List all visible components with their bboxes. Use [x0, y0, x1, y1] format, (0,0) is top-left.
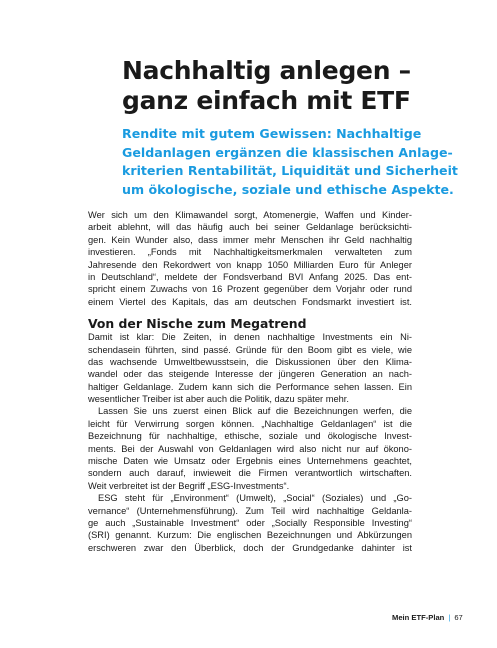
lead-line: um ökologische, soziale und ethische Aspekte. [122, 181, 454, 197]
page-footer [392, 613, 463, 622]
text-line: spricht einem Zuwachs von 16 Prozent gegenüber dem Vorjahr oder rund [88, 284, 412, 295]
text-line: in Deutschland“, meldete der Fondsverband BVI Anfang 2025. Das ent- [88, 271, 412, 282]
text-line: mische Daten wie Umsatz oder Ergebnis eines Unternehmens geachtet, [88, 456, 412, 467]
text-line: gen. Kein Wunder also, dass immer mehr Menschen ihr Geld nachhaltig [88, 234, 412, 245]
spacer [88, 308, 412, 316]
lead-line: Rendite mit gutem Gewissen: Nachhaltige [122, 126, 422, 141]
text-line: Bezeichnung für nachhaltige, ethische, soziale und ökologische Invest- [88, 431, 412, 442]
text-line: ge auch „Sustainable Investment“ oder „Socially Responsible Investing“ [88, 517, 412, 528]
title-line-1: Nachhaltig anlegen – [122, 56, 411, 85]
text-line: leicht für Verwirrung sorgen können. „Nachhaltige Geldanlagen“ ist die [88, 418, 412, 429]
text-line: ments. Bei der Auswahl von Geldanlagen wird also nicht nur auf ökono- [88, 443, 412, 454]
text-line: investieren. „Fonds mit Nachhaltigkeitsmerkmalen verwalteten zum [88, 247, 412, 258]
lead-paragraph [122, 125, 458, 199]
text-line: das wachsende Umweltbewusstsein, die Diskussionen über den Klima- [88, 356, 412, 367]
text-line: einem Viertel des Kapitals, das am deutschen Fondsmarkt investiert ist. [88, 296, 412, 307]
text-line: haltiger Geldanlage. Zudem kann sich die Performance sehen lassen. Ein [88, 381, 412, 392]
footer-separator: | [448, 613, 451, 622]
intro-paragraph [88, 209, 412, 308]
text-line: Weit verbreitet ist der Begriff „ESG-Investments“. [88, 480, 290, 491]
text-line: Lassen Sie uns zuerst einen Blick auf die Bezeichnungen werfen, die [98, 406, 412, 417]
text-line: Jahresende den Rekordwert von knapp 1050 Milliarden Euro für Anleger [88, 259, 412, 270]
text-line: erschweren zwar den Überblick, doch der Grundgedanke dahinter ist [88, 542, 412, 553]
text-line: schendasein führten, sind passé. Gründe für den Boom gibt es viele, wie [88, 344, 412, 355]
paragraph-1 [88, 331, 412, 405]
paragraph-3 [88, 492, 412, 554]
page-number: 67 [454, 613, 463, 622]
text-line: ESG steht für „Environment“ (Umwelt), „Social“ (Soziales) und „Go- [98, 493, 412, 504]
text-line: Wer sich um den Klimawandel sorgt, Atomenergie, Waffen und Kinder- [88, 210, 412, 220]
section-heading: Von der Nische zum Megatrend [88, 316, 307, 332]
running-title: Mein ETF-Plan [392, 613, 445, 622]
page-title [122, 56, 452, 116]
text-line: wandel oder das steigende Interesse der jüngeren Generation an nach- [88, 369, 412, 380]
text-line: wesentlicher Treiber ist aber auch die Politik, dazu später mehr. [88, 394, 349, 405]
text-line: (SRI) genannt. Kurzum: Die englischen Bezeichnungen und Abkürzungen [88, 530, 412, 541]
title-line-2: ganz einfach mit ETF [122, 86, 411, 115]
text-line: arbeit ablehnt, will das häufig auch bei seiner Geldanlage berücksichti- [88, 222, 412, 233]
body-text [88, 209, 412, 554]
text-line: Damit ist klar: Die Zeiten, in denen nachhaltige Investments ein Ni- [88, 332, 412, 343]
lead-line: kriterien Rentabilität, Liquidität und Sicherheit [122, 163, 458, 178]
paragraph-2 [88, 405, 412, 492]
text-line: sondern auch darauf, inwieweit die Firmen verantwortlich wirtschaften. [88, 468, 412, 479]
text-line: vernance“ (Unternehmensführung). Zum Teil wird nachhaltige Geldanla- [88, 505, 412, 516]
lead-line: Geldanlagen ergänzen die klassischen Anlage- [122, 144, 453, 160]
